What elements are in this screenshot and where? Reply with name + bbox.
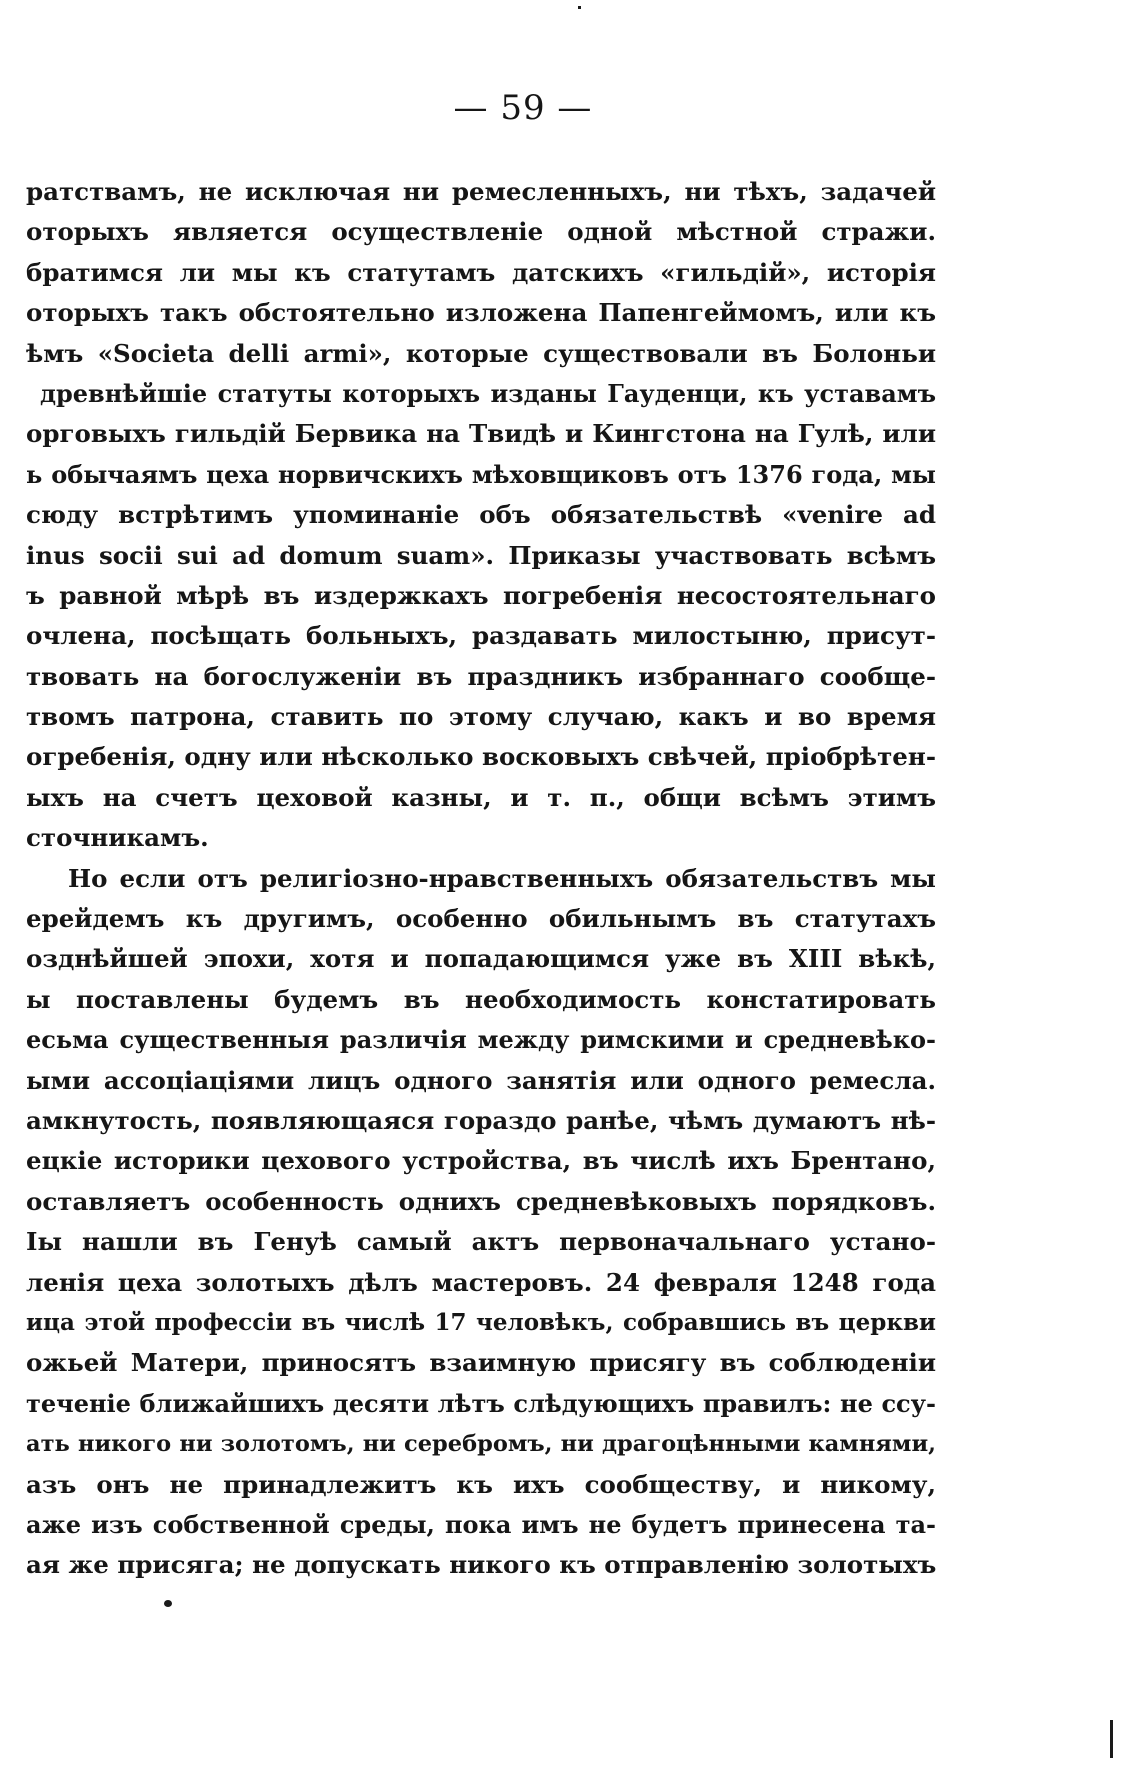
text-line: сточникамъ. [26, 823, 209, 853]
text-line: ь обычаямъ цеха норвичскихъ мѣховщиковъ отъ 1376 года, мы [26, 459, 936, 489]
text-line: очлена, посѣщать больныхъ, раздавать милостыню, присут- [26, 621, 936, 651]
text-line: ожьей Матери, приносятъ взаимную присягу въ соблюденіи [26, 1348, 936, 1378]
speck-mark [578, 6, 581, 9]
text-line: орговыхъ гильдій Бервика на Твидѣ и Кингстона на Гулѣ, или [26, 419, 936, 449]
text-line: ъ равной мѣрѣ въ издержкахъ погребенія несостоятельнаго [26, 580, 936, 610]
ink-blot-mark [164, 1600, 172, 1607]
text-line: огребенія, одну или нѣсколько восковыхъ свѣчей, пріобрѣтен- [26, 742, 936, 772]
text-line: аже изъ собственной среды, пока имъ не будетъ принесена та- [26, 1509, 936, 1539]
text-line: азъ онъ не принадлежитъ къ ихъ сообществу, и никому, [26, 1469, 936, 1499]
text-line: ерейдемъ къ другимъ, особенно обильнымъ въ статутахъ [26, 904, 936, 934]
text-line: амкнутость, появляющаяся гораздо ранѣе, чѣмъ думаютъ нѣ- [26, 1105, 936, 1135]
text-line: Іы нашли въ Генуѣ самый актъ первоначальнаго устано- [26, 1227, 936, 1257]
text-line: сюду встрѣтимъ упоминаніе объ обязательствѣ «venire ad [26, 500, 936, 530]
text-line: оставляетъ особенность однихъ средневѣковыхъ порядковъ. [26, 1186, 936, 1216]
text-line: есьма существенныя различія между римскими и средневѣко- [26, 1025, 936, 1055]
text-line: inus socii sui ad domum suam». Приказы участвовать всѣмъ [26, 540, 936, 570]
text-line: ы поставлены будемъ въ необходимость констатировать [26, 984, 936, 1014]
page-number: — 59 — [453, 88, 593, 128]
text-line: братимся ли мы къ статутамъ датскихъ «гильдій», исторія [26, 257, 936, 287]
text-line: ыхъ на счетъ цеховой казны, и т. п., общи всѣмъ этимъ [26, 782, 936, 812]
text-line: Но если отъ религіозно-нравственныхъ обязательствъ мы [68, 863, 936, 893]
text-line: ратствамъ, не исключая ни ремесленныхъ, ни тѣхъ, задачей [26, 177, 936, 206]
text-line: древнѣйшіе статуты которыхъ изданы Гауденци, къ уставамъ [40, 378, 936, 408]
text-line: ѣмъ «Societa delli armi», которые существовали въ Болоньи [26, 338, 936, 368]
text-line: твовать на богослуженіи въ праздникъ избраннаго сообще- [26, 661, 936, 691]
text-line: ленія цеха золотыхъ дѣлъ мастеровъ. 24 февраля 1248 года [26, 1267, 936, 1297]
body-text [26, 172, 936, 1586]
text-line: озднѣйшей эпохи, хотя и попадающимся уже въ XIII вѣкѣ, [26, 944, 936, 974]
text-line: оторыхъ является осуществленіе одной мѣстной стражи. [26, 217, 936, 247]
text-line: ецкіе историки цехового устройства, въ числѣ ихъ Брентано, [26, 1146, 936, 1176]
text-line: ица этой профессіи въ числѣ 17 человѣкъ, собравшись въ церкви [26, 1308, 936, 1336]
text-line: ая же присяга; не допускать никого къ отправленію золотыхъ [26, 1550, 936, 1580]
text-line: оторыхъ такъ обстоятельно изложена Папенгеймомъ, или къ [26, 298, 936, 328]
text-line: теченіе ближайшихъ десяти лѣтъ слѣдующихъ правилъ: не ссу- [26, 1388, 936, 1418]
text-line: ать никого ни золотомъ, ни серебромъ, ни драгоцѣнными камнями, [26, 1431, 936, 1458]
margin-tick-mark [1110, 1720, 1113, 1758]
text-line: твомъ патрона, ставить по этому случаю, какъ и во время [26, 702, 936, 732]
text-line: ыми ассоціаціями лицъ одного занятія или одного ремесла. [26, 1065, 936, 1095]
